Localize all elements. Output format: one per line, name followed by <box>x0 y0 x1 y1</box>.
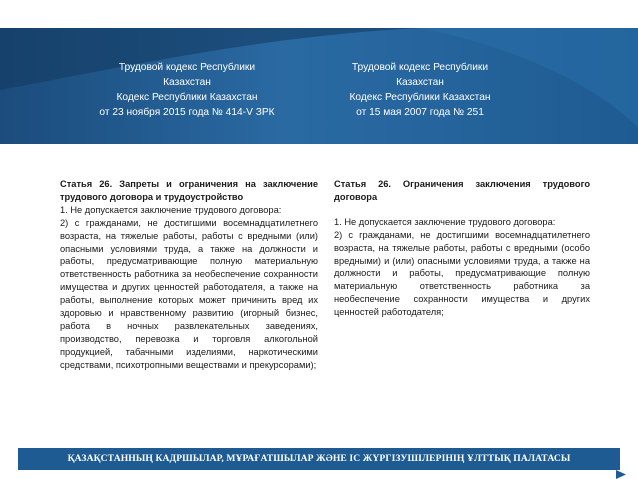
header-right-code <box>300 60 540 120</box>
header-right-line1: Трудовой кодекс Республики <box>351 62 489 73</box>
header-left-code <box>67 60 307 120</box>
next-arrow-icon <box>616 470 626 479</box>
header-right-line4: от 15 мая 2007 года № 251 <box>356 107 484 118</box>
header-left-line3: Кодекс Республики Казахстан <box>116 92 258 103</box>
right-article <box>334 178 590 319</box>
footer-text: ҚАЗАҚСТАННЫҢ КАДРШЫЛАР, МҰРАҒАТШЫЛАР ЖӘНЕ ІС ЖҮРГІЗУШІЛЕРІНІҢ ҰЛТТЫҚ ПАЛАТАСЫ <box>67 453 571 464</box>
spacer <box>334 204 590 216</box>
right-article-paragraph-1: 1. Не допускается заключение трудового договора: <box>334 216 556 227</box>
left-article-title: Статья 26. Запреты и ограничения на заключение трудового договора и трудоустройство <box>60 179 318 202</box>
header-banner <box>0 28 638 144</box>
left-article <box>60 178 318 372</box>
right-article-title: Статья 26. Ограничения заключения трудового договора <box>334 179 590 202</box>
footer-banner <box>18 448 620 470</box>
header-left-line2: Казахстан <box>163 77 211 88</box>
right-article-paragraph-2: 2) с гражданами, не достигшими восемнадцатилетнего возраста, на тяжелые работы, работы с вредными (особо вредными) и (или) опасными условиями труда, а также на должности и работы, предусматривающие полную материальную ответственность работника за необеспечение сохранности имущества и других ценностей работодателя; <box>334 229 590 318</box>
header-right-line3: Кодекс Республики Казахстан <box>349 92 491 103</box>
header-left-line1: Трудовой кодекс Республики <box>118 62 256 73</box>
header-right-line2: Казахстан <box>396 77 444 88</box>
left-article-paragraph-2: 2) с гражданами, не достигшими восемнадцатилетнего возраста, на тяжелые работы, работы с вредными (или) опасными условиями труда, а также на должности и работы, предусматривающие полную материальную ответственность работника за необеспечение сохранности имущества и других ценностей работодателя, а также на работы, выполнение которых может причинить вред их здоровью и нравственному развитию (игорный бизнес, работа в ночных развлекательных заведениях, производство, перевозка и торговля алкогольной продукцией, табачными изделиями, наркотическими средствами, психотропными веществами и прекурсорами); <box>60 217 318 370</box>
header-left-line4: от 23 ноября 2015 года № 414-V ЗРК <box>99 107 275 118</box>
left-article-paragraph-1: 1. Не допускается заключение трудового договора: <box>60 204 282 215</box>
